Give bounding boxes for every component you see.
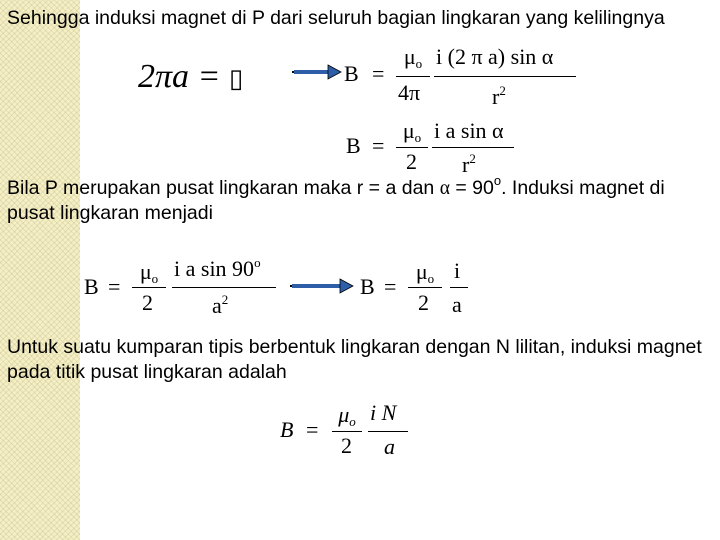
eq4-den1: 2	[418, 290, 429, 315]
alpha-symbol: α	[439, 178, 450, 199]
degree-mark: o	[493, 173, 502, 188]
para2-text-before: Bila P merupakan pusat lingkaran maka r = a dan	[7, 177, 440, 199]
fraction-bar	[450, 287, 468, 288]
eq2-fraction-1	[396, 118, 428, 144]
eq4-b: B	[360, 274, 375, 299]
paragraph-coil: Untuk suatu kumparan tipis berbentuk lingkaran dengan N lilitan, induksi magnet pada titik pusat lingkaran adalah	[7, 336, 702, 383]
eq2-mu: $\mu_o$	[402, 118, 422, 145]
eq1-b: B	[344, 61, 359, 86]
para2-text-after: . Induksi magnet di pusat lingkaran menjadi	[7, 177, 665, 224]
eq3-mu: $\mu_o$	[139, 259, 159, 286]
eq5-equals: =	[306, 417, 319, 442]
eq3-num2: i a sin 90$^o$	[174, 255, 261, 281]
eq1-den1: 4π	[398, 80, 421, 105]
eq5-mu: $\mu_o$	[338, 402, 356, 429]
fraction-bar	[396, 76, 430, 77]
para2-text-mid: = 90	[449, 177, 494, 199]
fraction-bar	[396, 147, 428, 148]
eq4-equals: =	[384, 274, 397, 299]
eq3-b: B	[84, 274, 99, 299]
eq4-den2: a	[452, 292, 462, 317]
fraction-bar	[172, 287, 276, 288]
eq3-equals: =	[108, 274, 121, 299]
equals-sign: =	[197, 58, 221, 95]
fraction-bar	[332, 431, 362, 432]
eq4-fraction-1	[408, 259, 442, 285]
eq1-den2: $r^2$	[492, 83, 506, 109]
eq3-den2: $a^2$	[212, 292, 229, 318]
paragraph-intro: Sehingga induksi magnet di P dari seluruh bagian lingkaran yang kelilingnya	[7, 7, 665, 29]
fraction-bar	[368, 431, 408, 432]
arrow-right-icon	[290, 278, 354, 294]
fraction-bar	[132, 287, 166, 288]
eq5-num2: i N	[370, 400, 397, 425]
eq2-num2: i a sin α	[434, 118, 504, 143]
eq2-equals: =	[372, 133, 385, 158]
fraction-bar	[432, 147, 514, 148]
eq1-num2: i (2 π a) sin α	[436, 44, 554, 69]
decorative-side-strip	[0, 0, 80, 540]
eq5-b: B	[280, 417, 294, 442]
eq5-den2: a	[384, 434, 395, 459]
eq1-equals: =	[372, 61, 385, 86]
eq5-fraction-1	[332, 402, 362, 428]
eq2-den2: $r^2$	[462, 151, 476, 177]
circumference-equation	[138, 58, 243, 96]
eq1-mu: $\mu_o$	[403, 44, 423, 71]
arrow-right-icon	[292, 64, 342, 80]
eq3-den1: 2	[142, 290, 153, 315]
eq2-den1: 2	[406, 149, 417, 174]
eq4-mu: $\mu_o$	[415, 259, 435, 286]
fraction-bar	[434, 76, 576, 77]
eq3-fraction-1	[132, 259, 166, 285]
eq5-den1: 2	[341, 433, 352, 458]
fraction-bar	[408, 287, 442, 288]
eq4-num2: i	[454, 258, 461, 283]
eq1-fraction-1	[396, 44, 430, 70]
circumference-lhs: 2πa	[138, 58, 190, 95]
paragraph-center-condition	[7, 173, 716, 226]
eq2-b: B	[346, 133, 361, 158]
placeholder-box: ▯	[229, 64, 244, 93]
